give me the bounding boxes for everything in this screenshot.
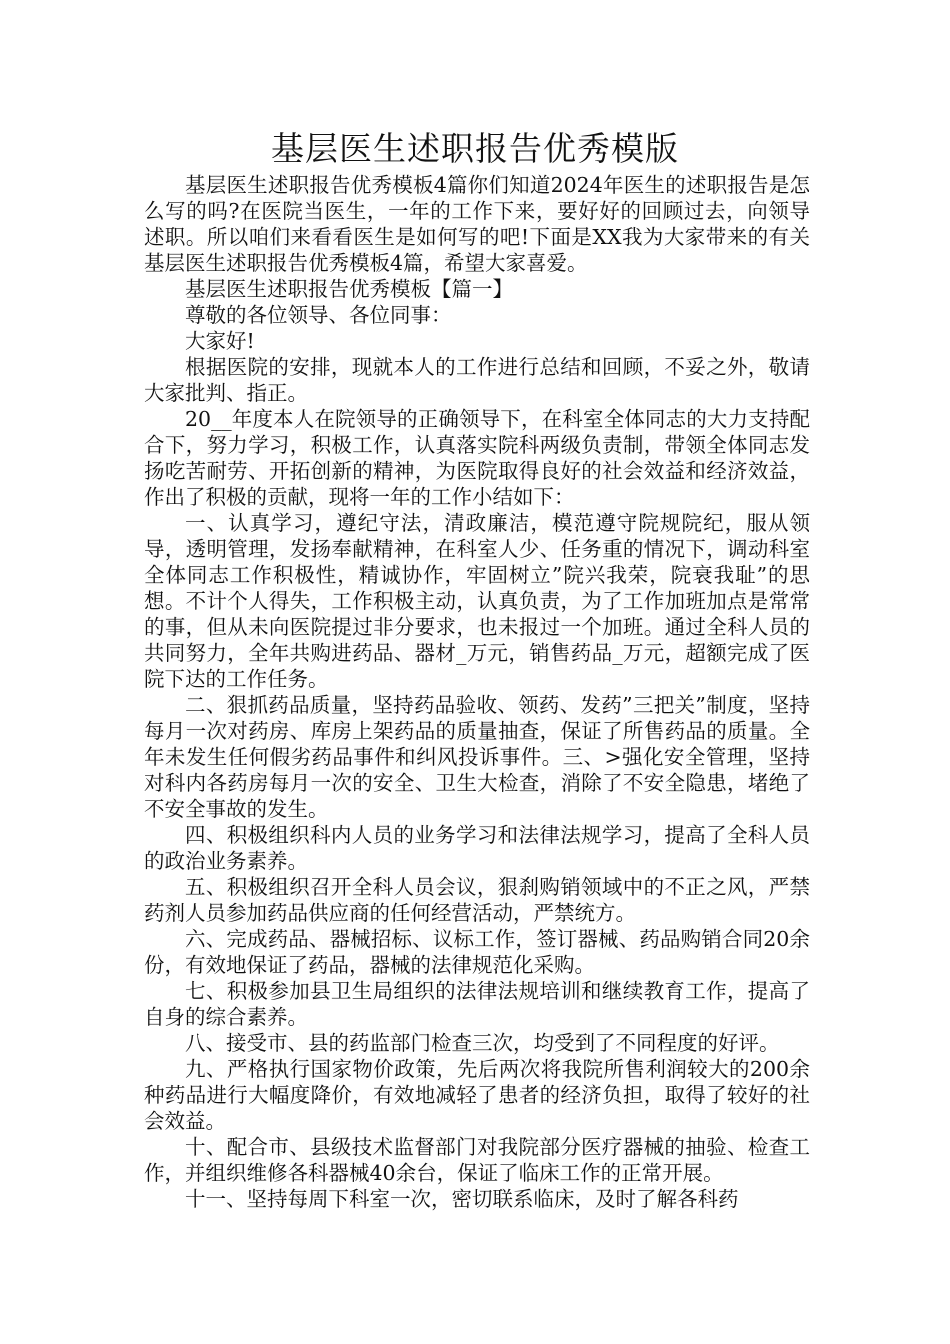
body-paragraph: 20__年度本人在院领导的正确领导下，在科室全体同志的大力支持配合下，努力学习，积极工作，认真落实院科两级负责制，带领全体同志发扬吃苦耐劳、开拓创新的精神，为医院取得良好的社会效益和经济效益，作出了积极的贡献，现将一年的工作小结如下： — [144, 407, 810, 509]
body-paragraph: 六、完成药品、器械招标、议标工作，签订器械、药品购销合同20余份，有效地保证了药品，器械的法律规范化采购。 — [144, 927, 810, 977]
body-paragraph: 四、积极组织科内人员的业务学习和法律法规学习，提高了全科人员的政治业务素养。 — [144, 823, 810, 873]
body-paragraph: 七、积极参加县卫生局组织的法律法规培训和继续教育工作，提高了自身的综合素养。 — [144, 979, 810, 1029]
body-paragraph: 十一、坚持每周下科室一次，密切联系临床，及时了解各科药 — [185, 1187, 739, 1211]
section-heading: 基层医生述职报告优秀模板【篇一】 — [185, 277, 513, 301]
body-paragraph: 八、接受市、县的药监部门检查三次，均受到了不同程度的好评。 — [185, 1031, 780, 1055]
greeting: 大家好! — [185, 329, 255, 353]
body-paragraph: 一、认真学习，遵纪守法，清政廉洁，模范遵守院规院纪，服从领导，透明管理，发扬奉献精神，在科室人少、任务重的情况下，调动科室全体同志工作积极性，精诚协作，牢固树立”院兴我荣，院衰我耻”的思想。不计个人得失，工作积极主动，认真负责，为了工作加班加点是常常的事，但从未向医院提过非分要求，也未报过一个加班。通过全科人员的共同努力，全年共购进药品、器材_万元，销售药品_万元，超额完成了医院下达的工作任务。 — [144, 511, 810, 691]
salutation: 尊敬的各位领导、各位同事： — [185, 303, 452, 327]
document-title: 基层医生述职报告优秀模版 — [271, 129, 679, 168]
intro-paragraph: 基层医生述职报告优秀模板4篇你们知道2024年医生的述职报告是怎么写的吗?在医院当医生，一年的工作下来，要好好的回顾过去，向领导述职。所以咱们来看看医生是如何写的吧!下面是XX我为大家带来的有关基层医生述职报告优秀模板4篇，希望大家喜爱。 — [144, 173, 810, 275]
body-paragraph: 十、配合市、县级技术监督部门对我院部分医疗器械的抽验、检查工作，并组织维修各科器械40余台，保证了临床工作的正常开展。 — [144, 1135, 810, 1185]
document-body — [144, 172, 810, 1212]
body-paragraph: 九、严格执行国家物价政策，先后两次将我院所售利润较大的200余种药品进行大幅度降价，有效地减轻了患者的经济负担，取得了较好的社会效益。 — [144, 1057, 810, 1133]
body-paragraph: 五、积极组织召开全科人员会议，狠刹购销领域中的不正之风，严禁药剂人员参加药品供应商的任何经营活动，严禁统方。 — [144, 875, 810, 925]
body-paragraph: 二、狠抓药品质量，坚持药品验收、领药、发药”三把关”制度，坚持每月一次对药房、库房上架药品的质量抽查，保证了所售药品的质量。全年未发生任何假劣药品事件和纠风投诉事件。三、>强化安全管理，坚持对科内各药房每月一次的安全、卫生大检查，消除了不安全隐患，堵绝了不安全事故的发生。 — [144, 693, 810, 821]
body-paragraph: 根据医院的安排，现就本人的工作进行总结和回顾，不妥之外，敬请大家批判、指正。 — [144, 355, 810, 405]
